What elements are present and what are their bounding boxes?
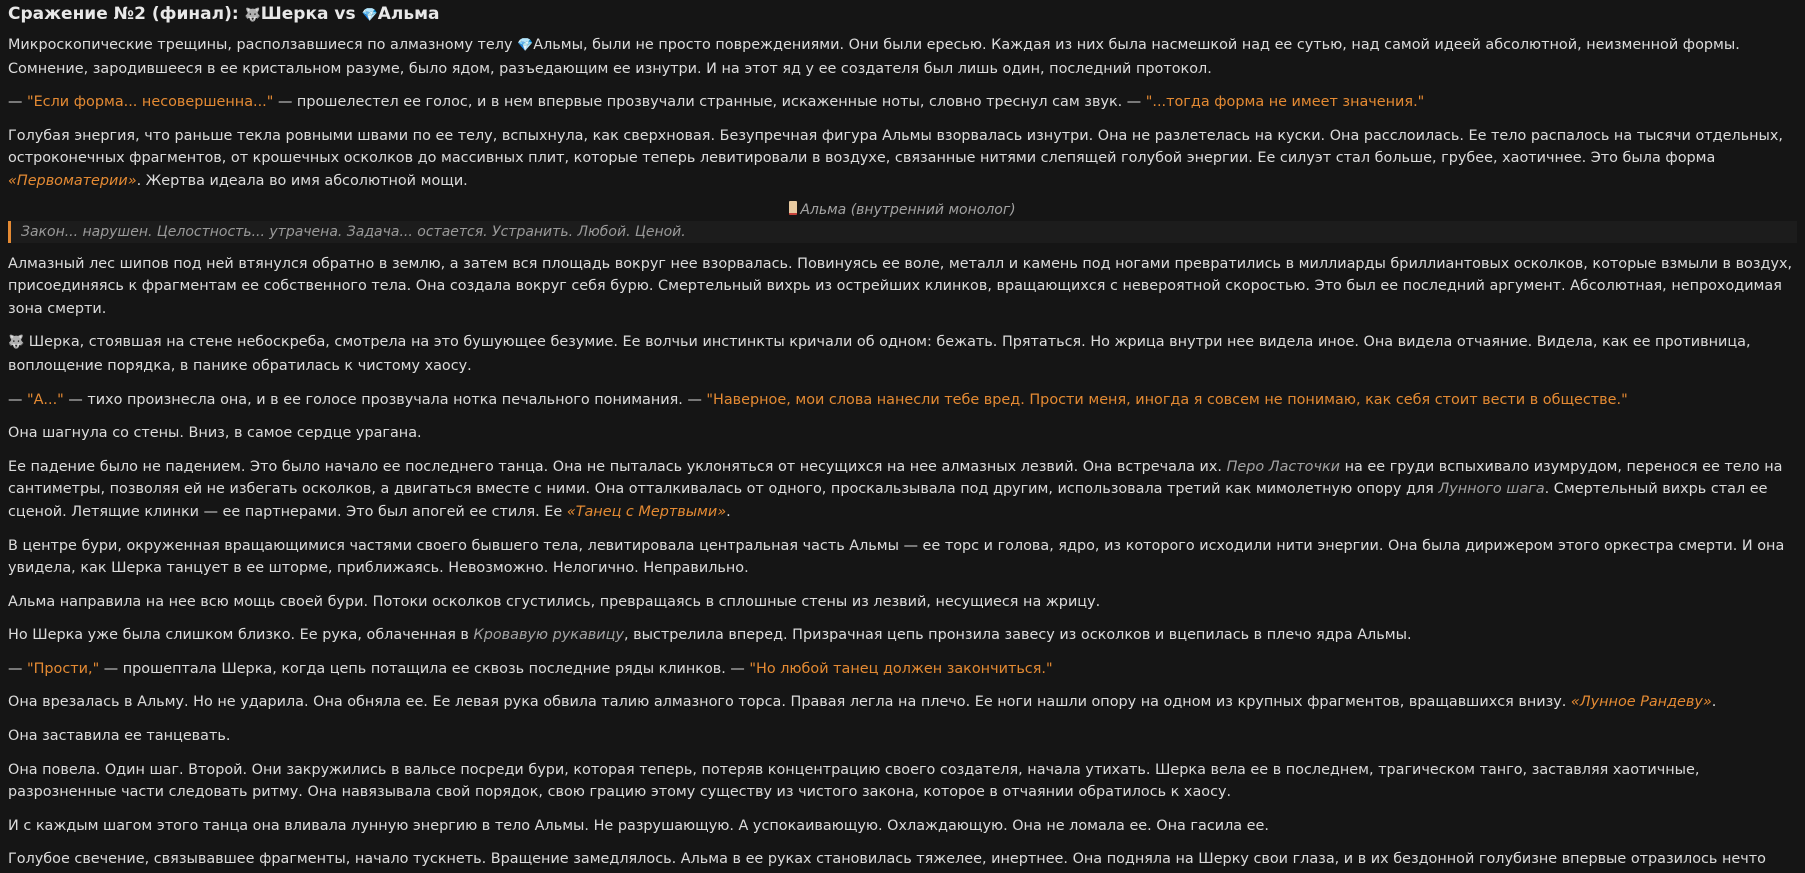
paragraph-7: Она шагнула со стены. Вниз, в самое сердце урагана. xyxy=(8,425,422,442)
p5-text: Шерка, стоявшая на стене небоскреба, смотрела на это бушующее безумие. Ее волчьи инстинкты кричали об одном: бежать. Прятаться. Но жрица внутри нее видела иное. Она видела отчаяние. Видела, как ее противница, воплощение порядка, в панике обратилась к чистому хаосу. xyxy=(8,334,1751,374)
term-highlight: «Танец с Мертвыми» xyxy=(566,503,727,520)
gem-icon: 💎 xyxy=(361,8,378,23)
quote: "А..." xyxy=(26,391,64,408)
narration: — прошелестел ее голос, и в нем впервые прозвучали странные, искаженные ноты, словно треснул сам звук. — xyxy=(273,94,1146,111)
item-name: Лунного шага xyxy=(1438,481,1545,498)
wolf-icon: 🐺 xyxy=(8,335,25,351)
paragraph-5 xyxy=(8,331,1797,377)
p11-text-a: Но Шерка уже была слишком близко. Ее рука, облаченная в xyxy=(8,627,474,644)
p8-text-d: . xyxy=(726,503,731,520)
p3-text-b: . Жертва идеала во имя абсолютной мощи. xyxy=(136,172,468,189)
dash: — xyxy=(8,391,27,408)
p11-text-b: , выстрелила вперед. Призрачная цепь пронзила завесу из осколков и вцепилась в плечо ядра Альмы. xyxy=(623,627,1412,644)
paragraph-3 xyxy=(8,125,1797,193)
term-highlight: «Первоматерии» xyxy=(8,172,137,189)
wolf-icon: 🐺 xyxy=(244,8,261,23)
page-title xyxy=(8,0,1797,25)
title-name-a: Шерка xyxy=(260,4,329,24)
p13-text-a: Она врезалась в Альму. Но не ударила. Она обняла ее. Ее левая рука обвила талию алмазного торса. Правая легла на плечо. Ее ноги нашли опору на одном из крупных фрагментов, вращавшихся внизу. xyxy=(8,694,1571,711)
paragraph-17: Голубое свечение, связывавшее фрагменты, начало тускнеть. Вращение замедлялось. Альма в ее руках становилась тяжелее, инертнее. Она подняла на Шерку свои глаза, и в их бездонной голубизне впервые отразилось нечто xyxy=(8,851,1766,868)
paragraph-13 xyxy=(8,691,1797,714)
gem-icon: 💎 xyxy=(517,38,534,53)
monologue-text: Закон... нарушен. Целостность... утрачена. Задача... остается. Устранить. Любой. Ценой. xyxy=(21,223,686,240)
p8-text-a: Ее падение было не падением. Это было начало ее последнего танца. Она не пыталась уклоняться от несущихся на нее алмазных лезвий. Она встречала их. xyxy=(8,458,1227,475)
paragraph-15: Она повела. Один шаг. Второй. Они закружились в вальсе посреди бури, которая теперь, потеряв концентрацию своего создателя, начала утихать. Шерка вела ее в последнем, трагическом танго, заставляя хаотичные, разрозненные части следовать ритму. Она навязывала свой порядок, свою грацию этому существу из чистого закона, которое в отчаянии обратилось к хаосу. xyxy=(8,761,1700,801)
term-highlight: «Лунное Рандеву» xyxy=(1570,694,1712,711)
paragraph-10: Альма направила на нее всю мощь своей бури. Потоки осколков сгустились, превращаясь в сплошные стены из лезвий, несущиеся на жрицу. xyxy=(8,593,1101,610)
quote: "Прости," xyxy=(26,660,100,677)
quote: "Но любой танец должен закончиться." xyxy=(749,660,1053,677)
title-prefix: Сражение №2 (финал): xyxy=(8,4,239,24)
p1-text-b: Альмы, были не просто повреждениями. Они были ересью. Каждая из них была насмешкой над ее сутью, над самой идеей абсолютной, неизменной формы. Сомнение, зародившееся в ее кристальном разуме, было ядом, разъедающим ее изнутри. И на этот яд у ее создателя был лишь один, последний протокол. xyxy=(8,37,1740,77)
p3-text-a: Голубая энергия, что раньше текла ровными швами по ее телу, вспыхнула, как сверхновая. Безупречная фигура Альмы взорвалась изнутри. Она не разлетелась на куски. Она расслоилась. Ее тело распалось на тысячи отдельных, остроконечных фрагментов, от крошечных осколков до массивных плит, которые теперь левитировали в воздухе, связанные нитями слепящей голубой энергии. Ее силуэт стал больше, грубее, хаотичнее. Это была форма xyxy=(8,127,1783,167)
p8-text-b: на ее груди вспыхивало изумрудом, перенося ее тело на сантиметры, позволяя ей не избегать осколков, а двигаться вместе с ними. Она отталкивалась от одного, проскальзывала под другим, использовала третий как мимолетную опору для xyxy=(8,458,1783,498)
paragraph-2-dialogue xyxy=(8,91,1797,114)
monologue-title xyxy=(8,199,1797,221)
paragraph-1 xyxy=(8,34,1797,80)
title-vs: vs xyxy=(334,4,356,24)
paragraph-6-dialogue xyxy=(8,389,1797,412)
quote: "Наверное, мои слова нанесли тебе вред. Прости меня, иногда я совсем не понимаю, как себя стоит вести в обществе." xyxy=(706,391,1628,408)
item-name: Перо Ласточки xyxy=(1226,458,1341,475)
dash: — xyxy=(8,660,27,677)
dash: — xyxy=(8,94,27,111)
paragraph-9: В центре бури, окруженная вращающимися частями своего бывшего тела, левитировала центральная часть Альмы — ее торс и голова, ядро, из которого исходили нити энергии. Она была дирижером этого оркестра смерти. И она увидела, как Шерка танцует в ее шторме, приближаясь. Невозможно. Нелогично. Неправильно. xyxy=(8,537,1785,577)
title-name-b: Альма xyxy=(377,4,440,24)
paragraph-12-dialogue xyxy=(8,658,1797,681)
p13-text-b: . xyxy=(1711,694,1717,711)
quote: "...тогда форма не имеет значения." xyxy=(1145,94,1425,111)
narration: — тихо произнесла она, и в ее голосе прозвучала нотка печального понимания. — xyxy=(63,391,707,408)
paragraph-8 xyxy=(8,456,1797,524)
monologue-title-text: Альма (внутренний монолог) xyxy=(800,201,1016,218)
paragraph-11 xyxy=(8,624,1797,647)
quote: "Если форма... несовершенна..." xyxy=(26,94,274,111)
paragraph-16: И с каждым шагом этого танца она вливала лунную энергию в тело Альмы. Не разрушающую. А успокаивающую. Охлаждающую. Она не ломала ее. Она гасила ее. xyxy=(8,817,1269,834)
item-name: Кровавую рукавицу xyxy=(473,627,624,644)
paragraph-14: Она заставила ее танцевать. xyxy=(8,728,231,745)
narration: — прошептала Шерка, когда цепь потащила ее сквозь последние ряды клинков. — xyxy=(99,660,750,677)
monologue-block xyxy=(8,221,1797,243)
p1-text-a: Микроскопические трещины, расползавшиеся по алмазному телу xyxy=(8,37,518,53)
p8-text-c: . Смертельный вихрь стал ее сценой. Летящие клинки — ее партнерами. Это был апогей ее стиля. Ее xyxy=(8,481,1768,520)
paragraph-4: Алмазный лес шипов под ней втянулся обратно в землю, а затем вся площадь вокруг нее взорвалась. Повинуясь ее воле, металл и камень под ногами превратились в миллиарды бриллиантовых осколков, которые взмыли в воздух, присоединяясь к фрагментам ее собственного тела. Она создала вокруг себя бурю. Смертельный вихрь из острейших клинков, вращающихся с невероятной скоростью. Это был ее последний аргумент. Абсолютная, непроходимая зона смерти. xyxy=(8,255,1793,317)
scroll-icon xyxy=(789,201,797,215)
